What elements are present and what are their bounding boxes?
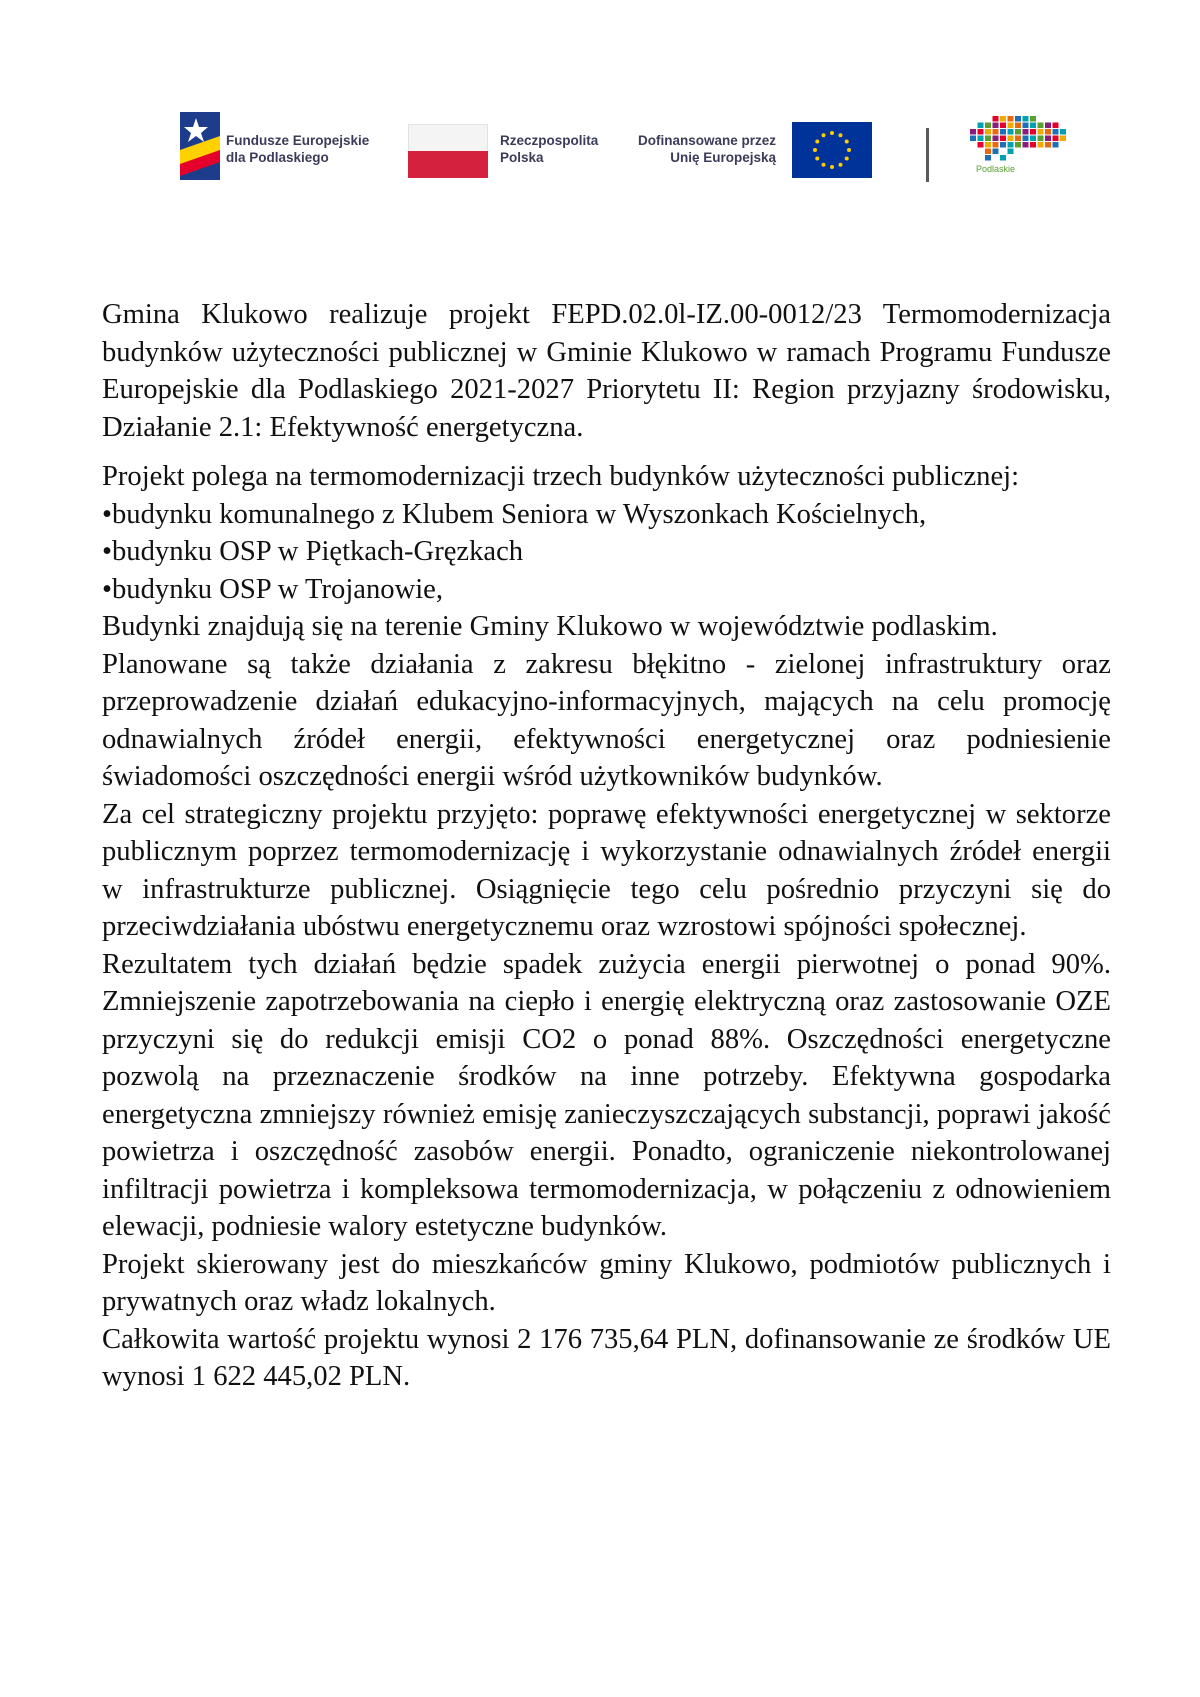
rp-logo-text: Rzeczpospolita Polska xyxy=(500,133,599,165)
eu-star-icon xyxy=(815,157,819,161)
eu-star-icon xyxy=(845,157,849,161)
document-body xyxy=(102,296,1111,1396)
bullet-item: •budynku OSP w Piętkach-Gręzkach xyxy=(102,536,524,567)
fe-emblem-icon xyxy=(180,112,220,180)
paragraph-strategic-goal: Za cel strategiczny projektu przyjęto: poprawę efektywności energetycznej w sektorze publicznym poprzez termomodernizację i wykorzystanie odnawialnych źródeł energii w infrastrukturze publicznej. Osiągnięcie tego celu pośrednio przyczyni się do przeciwdziałania ubóstwu energetycznemu oraz wzrostowi spójności społecznej. xyxy=(102,798,1111,942)
bullet-item: •budynku OSP w Trojanowie, xyxy=(102,573,444,605)
logo-bar xyxy=(180,112,1080,192)
intro-paragraph: Gmina Klukowo realizuje projekt FEPD.02.0l-IZ.00-0012/23 Termomodernizacja budynków użyteczności publicznej w Gminie Klukowo w ramach Programu Fundusze Europejskie dla Podlaskiego 2021-2027 Priorytetu II: Region przyjazny środowisku, Działanie 2.1: Efektywność energetyczna. xyxy=(102,299,1111,443)
eu-star-icon xyxy=(822,133,826,137)
paragraph-activities: Planowane są także działania z zakresu błękitno - zielonej infrastruktury oraz przeprowadzenie działań edukacyjno-informacyjnych, mających na celu promocję odnawialnych źródeł energii, efektywności energetycznej oraz podniesienie świadomości oszczędności energii wśród użytkowników budynków. xyxy=(102,648,1111,792)
eu-star-icon xyxy=(813,148,817,152)
eu-star-icon xyxy=(847,148,851,152)
eu-star-icon xyxy=(839,163,843,167)
eu-flag-icon xyxy=(792,122,872,178)
poland-flag-icon xyxy=(408,124,488,178)
eu-star-icon xyxy=(830,131,834,135)
eu-logo-text: Dofinansowane przez Unię Europejską xyxy=(637,133,776,165)
eu-star-icon xyxy=(839,133,843,137)
eu-star-icon xyxy=(845,140,849,144)
lead-paragraph: Projekt polega na termomodernizacji trzech budynków użyteczności publicznej: xyxy=(102,461,1020,492)
logo-divider xyxy=(926,128,929,182)
eu-cofinancing-logo xyxy=(632,112,872,182)
eu-star-icon xyxy=(815,140,819,144)
paragraph-target-group: Projekt skierowany jest do mieszkańców gminy Klukowo, podmiotów publicznych i prywatnych oraz władz lokalnych. xyxy=(102,1248,1111,1317)
bison-mosaic-icon xyxy=(964,112,1074,168)
fe-logo-text: Fundusze Europejskie dla Podlaskiego xyxy=(226,133,370,165)
podlaskie-logo xyxy=(964,112,1074,182)
fundusze-europejskie-logo xyxy=(180,112,385,182)
eu-star-icon xyxy=(830,165,834,169)
paragraph-project-value: Całkowita wartość projektu wynosi 2 176 735,64 PLN, dofinansowanie ze środków UE wynosi 1 622 445,02 PLN. xyxy=(102,1323,1111,1392)
podlaskie-label: Podlaskie xyxy=(976,164,1016,174)
paragraph-results: Rezultatem tych działań będzie spadek zużycia energii pierwotnej o ponad 90%. Zmniejszenie zapotrzebowania na ciepło i energię elektryczną oraz zastosowanie OZE przyczyni się do redukcji emisji CO2 o ponad 88%. Oszczędności energetyczne pozwolą na przeznaczenie środków na inne potrzeby. Efektywna gospodarka energetyczna zmniejszy również emisję zanieczyszczających substancji, poprawi jakość powietrza i oszczędność zasobów energii. Ponadto, ograniczenie niekontrolowanej infiltracji powietrza i kompleksowa termomodernizacja, w połączeniu z odnowieniem elewacji, podniesie walory estetyczne budynków. xyxy=(102,948,1111,1242)
eu-star-icon xyxy=(822,163,826,167)
bullet-item: •budynku komunalnego z Klubem Seniora w Wyszonkach Kościelnych, xyxy=(102,498,927,530)
rzeczpospolita-polska-logo xyxy=(408,112,608,182)
location-paragraph: Budynki znajdują się na terenie Gminy Klukowo w województwie podlaskim. xyxy=(102,611,998,642)
